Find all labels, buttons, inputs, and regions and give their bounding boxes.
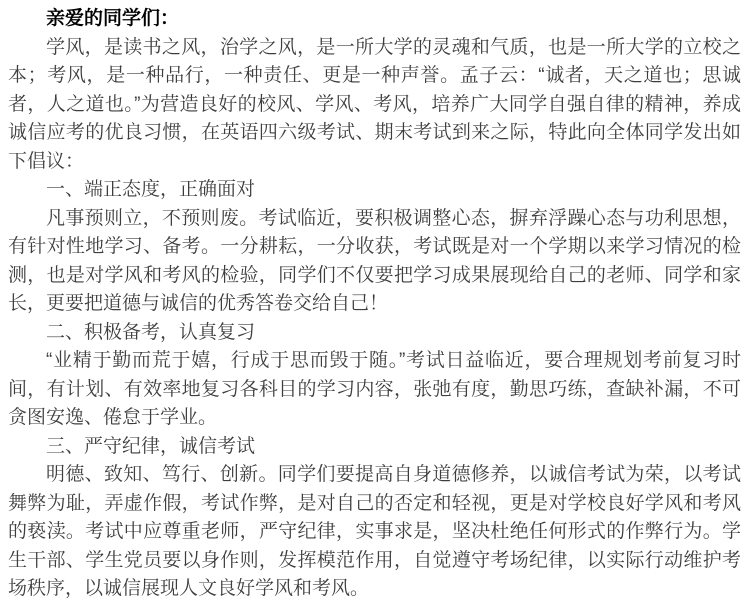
intro-paragraph: 学风，是读书之风，治学之风，是一所大学的灵魂和气质，也是一所大学的立校之本；考风，是一种品行，一种责任、更是一种声誉。孟子云：“诚者，天之道也；思诚者，人之道也。”为营造良好的校风、学风、考风，培养广大同学自强自律的精神，养成诚信应考的优良习惯，在英语四六级考试、期末考试到来之际，特此向全体同学发出如下倡议： <box>8 36 741 172</box>
section-1-heading: 一、端正态度，正确面对 <box>46 179 256 200</box>
section-2-heading: 二、积极备考，认真复习 <box>46 321 256 343</box>
salutation: 亲爱的同学们： <box>46 8 180 29</box>
section-2-paragraph: “业精于勤而荒于嬉，行成于思而毁于随。”考试日益临近，要合理规划考前复习时间，有计划、有效率地复习各科目的学习内容，张弛有度，勤思巧练，查缺补漏，不可贪图安逸、倦怠于学业。 <box>8 350 741 428</box>
section-3-heading: 三、严守纪律，诚信考试 <box>46 435 256 457</box>
section-1-paragraph: 凡事预则立，不预则废。考试临近，要积极调整心态，摒弃浮躁心态与功利思想，有针对性地学习、备考。一分耕耘，一分收获，考试既是对一个学期以来学习情况的检测，也是对学风和考风的检验，同学们不仅要把学习成果展现给自己的老师、同学和家长，更要把道德与诚信的优秀答卷交给自己！ <box>8 207 741 314</box>
section-3-paragraph: 明德、致知、笃行、创新。同学们要提高自身道德修养，以诚信考试为荣，以考试舞弊为耻，弄虚作假，考试作弊，是对自己的否定和轻视，更是对学校良好学风和考风的亵渎。考试中应尊重老师，严守纪律，实事求是，坚决杜绝任何形式的作弊行为。学生干部、学生党员要以身作则，发挥模范作用，自觉遵守考场纪律，以实际行动维护考场秩序，以诚信展现人文良好学风和考风。 <box>8 464 741 599</box>
